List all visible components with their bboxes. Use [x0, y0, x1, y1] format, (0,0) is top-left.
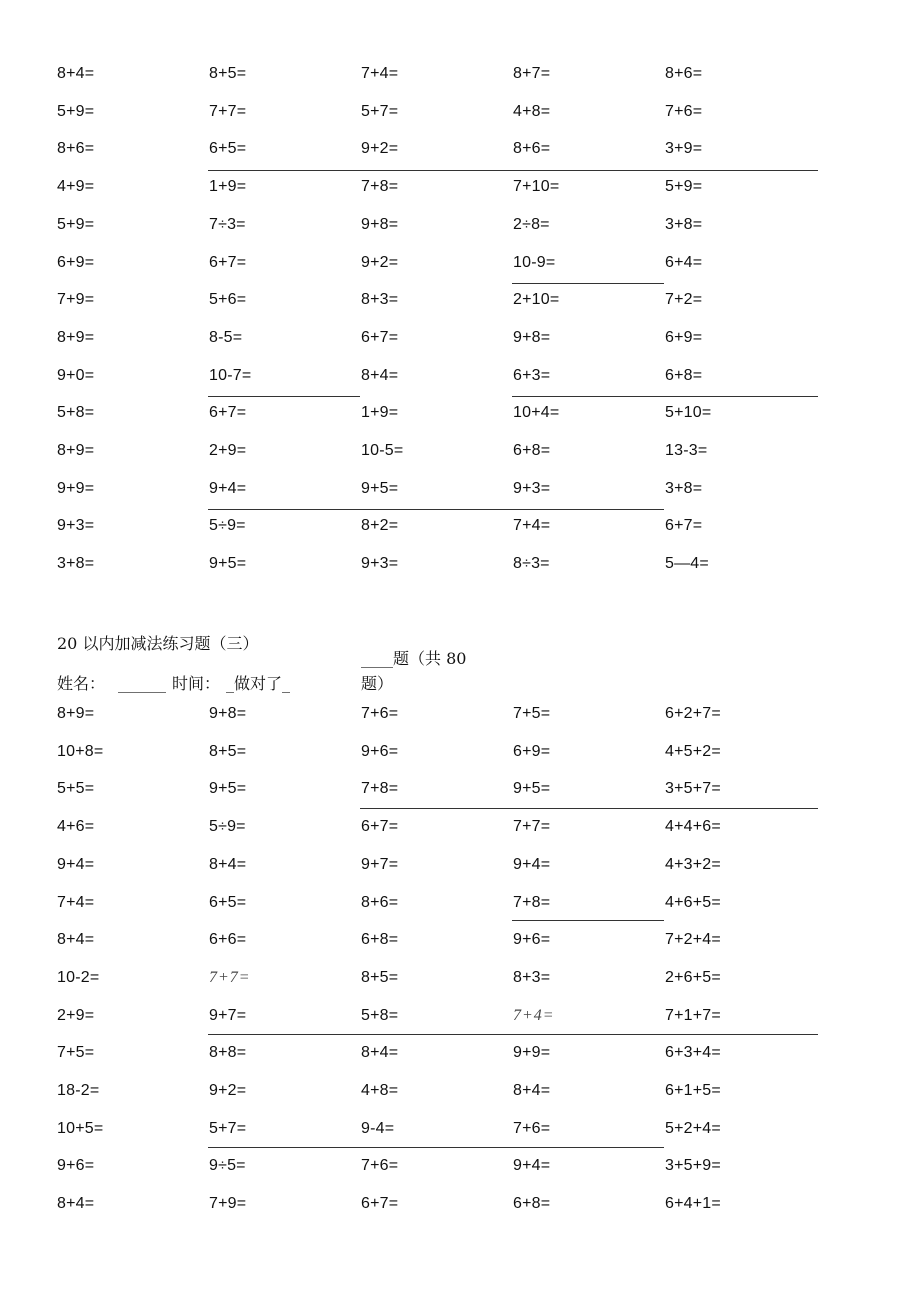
math-problem: 8+6= [513, 140, 551, 158]
math-problem: 6+5= [209, 893, 247, 911]
math-problem: 3+5+7= [665, 780, 721, 798]
row-separator [360, 808, 818, 809]
math-problem: 6+3+4= [665, 1044, 721, 1062]
math-problem: 8+9= [57, 705, 95, 722]
math-problem: 9+8= [361, 215, 399, 233]
math-problem: 10-5= [361, 442, 404, 459]
math-problem: 9÷5= [209, 1157, 246, 1175]
math-problem: 7+2= [665, 291, 703, 309]
math-problem: 9-4= [361, 1119, 395, 1137]
math-problem: 6+9= [513, 742, 551, 760]
math-problem: 7+6= [361, 705, 399, 722]
math-problem: 6+7= [361, 818, 399, 836]
math-problem: 6+7= [209, 404, 247, 422]
math-problem: 2+9= [57, 1006, 95, 1024]
math-problem: 3+8= [665, 215, 703, 233]
math-problem: 4+4+6= [665, 818, 721, 836]
math-problem: 7+8= [361, 780, 399, 798]
math-problem: 7+1+7= [665, 1006, 721, 1024]
row-separator [208, 509, 664, 510]
math-problem: 3+5+9= [665, 1157, 721, 1175]
math-problem: 9+4= [209, 479, 247, 497]
math-problem: 6+8= [513, 442, 551, 459]
correct-count-label: _做对了_ [226, 674, 291, 693]
time-label: 时间： [172, 674, 221, 693]
math-problem: 8+5= [209, 742, 247, 760]
math-problem: 9+4= [513, 855, 551, 873]
math-problem: 18-2= [57, 1082, 100, 1099]
math-problem: 7+8= [513, 893, 551, 911]
math-problem: 6+7= [361, 328, 399, 346]
math-problem: 5+7= [209, 1119, 247, 1137]
math-problem: 3+8= [57, 555, 95, 573]
math-problem: 9+4= [513, 1157, 551, 1175]
math-problem: 7+7= [209, 102, 247, 120]
math-problem: 9+5= [513, 780, 551, 798]
math-problem: 8+4= [57, 1195, 95, 1213]
math-problem: 7+6= [513, 1119, 551, 1137]
math-problem: 6+9= [57, 253, 95, 271]
row-separator [208, 396, 360, 397]
math-problem: 13-3= [665, 442, 708, 459]
math-problem: 7+2+4= [665, 931, 721, 949]
math-problem: 8÷3= [513, 555, 550, 573]
math-problem: 6+9= [665, 328, 703, 346]
math-problem: 5+8= [361, 1006, 399, 1024]
math-problem: 9+2= [209, 1082, 247, 1099]
math-problem: 8+4= [361, 1044, 399, 1062]
math-problem: 1+9= [209, 178, 247, 196]
math-problem: 6+2+7= [665, 705, 721, 722]
math-problem: 6+1+5= [665, 1082, 721, 1099]
question-count-line2: 题） [361, 674, 394, 693]
math-problem: 7+9= [57, 291, 95, 309]
math-problem: 7+4= [361, 65, 399, 82]
math-problem: 7+6= [361, 1157, 399, 1175]
math-problem: 6+8= [665, 366, 703, 384]
math-problem: 8+3= [361, 291, 399, 309]
math-problem: 5—4= [665, 555, 709, 573]
math-problem: 4+3+2= [665, 855, 721, 873]
math-problem: 9+9= [513, 1044, 551, 1062]
math-problem: 7+4= [513, 1006, 555, 1024]
math-problem: 6+3= [513, 366, 551, 384]
math-problem: 5+7= [361, 102, 399, 120]
math-problem: 6+7= [665, 517, 703, 535]
math-problem: 2+6+5= [665, 968, 721, 986]
math-problem: 9+9= [57, 479, 95, 497]
math-problem: 2÷8= [513, 215, 550, 233]
math-problem: 8+6= [665, 65, 703, 82]
math-problem: 10-9= [513, 253, 556, 271]
math-problem: 1+9= [361, 404, 399, 422]
math-problem: 10-2= [57, 968, 100, 986]
math-problem: 9+7= [209, 1006, 247, 1024]
row-separator [512, 283, 664, 284]
math-problem: 9+3= [361, 555, 399, 573]
math-problem: 5+9= [665, 178, 703, 196]
name-label: 姓名： [57, 674, 106, 693]
math-problem: 9+7= [361, 855, 399, 873]
math-problem: 8+4= [57, 65, 95, 82]
worksheet-title: 20 以内加减法练习题（三） [57, 634, 259, 653]
math-problem: 9+3= [57, 517, 95, 535]
math-problem: 4+8= [513, 102, 551, 120]
math-problem: 6+6= [209, 931, 247, 949]
math-problem: 8+4= [361, 366, 399, 384]
math-problem: 7+8= [361, 178, 399, 196]
question-count-line1: ____题（共 80 [361, 649, 467, 668]
math-problem: 7÷3= [209, 215, 246, 233]
math-problem: 9+2= [361, 253, 399, 271]
math-problem: 9+3= [513, 479, 551, 497]
math-problem: 4+5+2= [665, 742, 721, 760]
math-problem: 6+4= [665, 253, 703, 271]
math-problem: 5+9= [57, 215, 95, 233]
math-problem: 6+8= [513, 1195, 551, 1213]
math-problem: 4+6= [57, 818, 95, 836]
math-problem: 8+5= [361, 968, 399, 986]
row-separator [208, 1034, 818, 1035]
row-separator [512, 396, 818, 397]
math-problem: 8+5= [209, 65, 247, 82]
math-problem: 5+5= [57, 780, 95, 798]
math-problem: 9+5= [361, 479, 399, 497]
math-problem: 5+8= [57, 404, 95, 422]
math-problem: 6+4+1= [665, 1195, 721, 1213]
name-blank[interactable]: ______ [118, 674, 166, 693]
math-problem: 4+9= [57, 178, 95, 196]
math-problem: 5+6= [209, 291, 247, 309]
math-problem: 8+9= [57, 328, 95, 346]
math-problem: 8+2= [361, 517, 399, 535]
math-problem: 8+3= [513, 968, 551, 986]
math-problem: 5÷9= [209, 517, 246, 535]
math-problem: 10+8= [57, 742, 104, 760]
math-problem: 4+8= [361, 1082, 399, 1099]
math-problem: 8+8= [209, 1044, 247, 1062]
math-problem: 3+9= [665, 140, 703, 158]
math-problem: 10+4= [513, 404, 560, 422]
math-problem: 8+7= [513, 65, 551, 82]
math-problem: 7+7= [513, 818, 551, 836]
math-problem: 10+5= [57, 1119, 104, 1137]
math-problem: 7+10= [513, 178, 560, 196]
math-problem: 4+6+5= [665, 893, 721, 911]
math-problem: 9+5= [209, 555, 247, 573]
row-separator [208, 170, 818, 171]
math-problem: 9+8= [513, 328, 551, 346]
math-problem: 7+4= [57, 893, 95, 911]
math-problem: 8+4= [513, 1082, 551, 1099]
math-problem: 5+9= [57, 102, 95, 120]
math-problem: 7+5= [57, 1044, 95, 1062]
math-problem: 8+9= [57, 442, 95, 459]
math-problem: 9+8= [209, 705, 247, 722]
math-problem: 8+4= [209, 855, 247, 873]
math-problem: 9+6= [361, 742, 399, 760]
math-problem: 8+6= [361, 893, 399, 911]
math-problem: 9+6= [57, 1157, 95, 1175]
math-problem: 2+10= [513, 291, 560, 309]
math-problem: 9+0= [57, 366, 95, 384]
row-separator [512, 920, 664, 921]
math-problem: 8-5= [209, 328, 243, 346]
math-problem: 5+2+4= [665, 1119, 721, 1137]
math-problem: 7+7= [209, 968, 251, 986]
math-problem: 7+5= [513, 705, 551, 722]
math-problem: 3+8= [665, 479, 703, 497]
math-problem: 10-7= [209, 366, 252, 384]
math-problem: 8+6= [57, 140, 95, 158]
math-problem: 5÷9= [209, 818, 246, 836]
math-problem: 2+9= [209, 442, 247, 459]
math-problem: 7+6= [665, 102, 703, 120]
math-problem: 9+2= [361, 140, 399, 158]
math-problem: 6+7= [361, 1195, 399, 1213]
math-problem: 7+4= [513, 517, 551, 535]
math-problem: 6+8= [361, 931, 399, 949]
row-separator [208, 1147, 664, 1148]
math-problem: 9+6= [513, 931, 551, 949]
math-problem: 6+5= [209, 140, 247, 158]
math-problem: 7+9= [209, 1195, 247, 1213]
math-problem: 5+10= [665, 404, 712, 422]
math-problem: 9+5= [209, 780, 247, 798]
math-problem: 8+4= [57, 931, 95, 949]
math-problem: 6+7= [209, 253, 247, 271]
math-problem: 9+4= [57, 855, 95, 873]
